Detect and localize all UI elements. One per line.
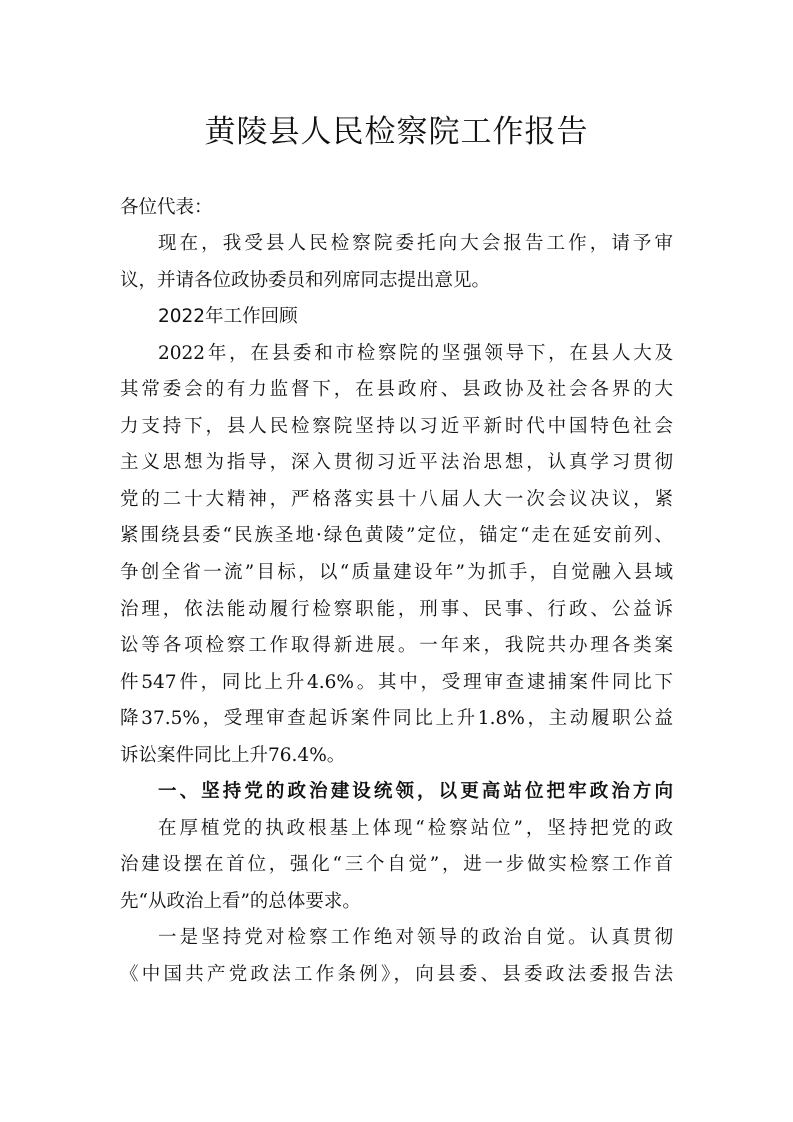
body-text-line: 降37.5%，受理审查起诉案件同比上升1.8%，主动履职公益: [120, 708, 673, 730]
body-text-line: 讼等各项检察工作取得新进展。一年来，我院共办理各类案: [120, 635, 673, 657]
body-text-line: 力支持下，县人民检察院坚持以习近平新时代中国特色社会: [120, 415, 673, 437]
body-text-line: 先“从政治上看”的总体要求。: [120, 890, 361, 912]
body-text-line: 议，并请各位政协委员和列席同志提出意见。: [120, 269, 491, 291]
body-text-line: 在厚植党的执政根基上体现“检察站位”，坚持把党的政: [158, 817, 673, 839]
section-heading: 一、坚持党的政治建设统领，以更高站位把牢政治方向: [158, 781, 673, 803]
body-text-line: 争创全省一流”目标，以“质量建设年”为抓手，自觉融入县域: [120, 561, 673, 583]
body-text-line: 《中国共产党政法工作条例》，向县委、县委政法委报告法: [120, 964, 673, 985]
body-text-line: 诉讼案件同比上升76.4%。: [120, 744, 346, 766]
body-text-line: 其常委会的有力监督下，在县政府、县政协及社会各界的大: [120, 379, 673, 401]
body-text-line: 党的二十大精神，严格落实县十八届人大一次会议决议，紧: [120, 488, 673, 510]
section-heading: 2022年工作回顾: [158, 306, 298, 328]
body-text-line: 现在，我受县人民检察院委托向大会报告工作，请予审: [158, 233, 673, 254]
body-text-line: 件547件，同比上升4.6%。其中，受理审查逮捕案件同比下: [120, 671, 673, 693]
document-title: 黄陵县人民检察院工作报告: [204, 114, 589, 150]
body-text-line: 2022年，在县委和市检察院的坚强领导下，在县人大及: [158, 342, 673, 364]
body-text-line: 治建设摆在首位，强化“三个自觉”，进一步做实检察工作首: [120, 854, 673, 876]
body-text-line: 治理，依法能动履行检察职能，刑事、民事、行政、公益诉: [120, 598, 673, 620]
salutation: 各位代表：: [120, 197, 213, 218]
body-text-line: 紧围绕县委“民族圣地·绿色黄陵”定位，锚定“走在延安前列、: [120, 525, 673, 547]
body-text-line: 主义思想为指导，深入贯彻习近平法治思想，认真学习贯彻: [120, 452, 673, 474]
body-text-line: 一是坚持党对检察工作绝对领导的政治自觉。认真贯彻: [158, 927, 673, 949]
